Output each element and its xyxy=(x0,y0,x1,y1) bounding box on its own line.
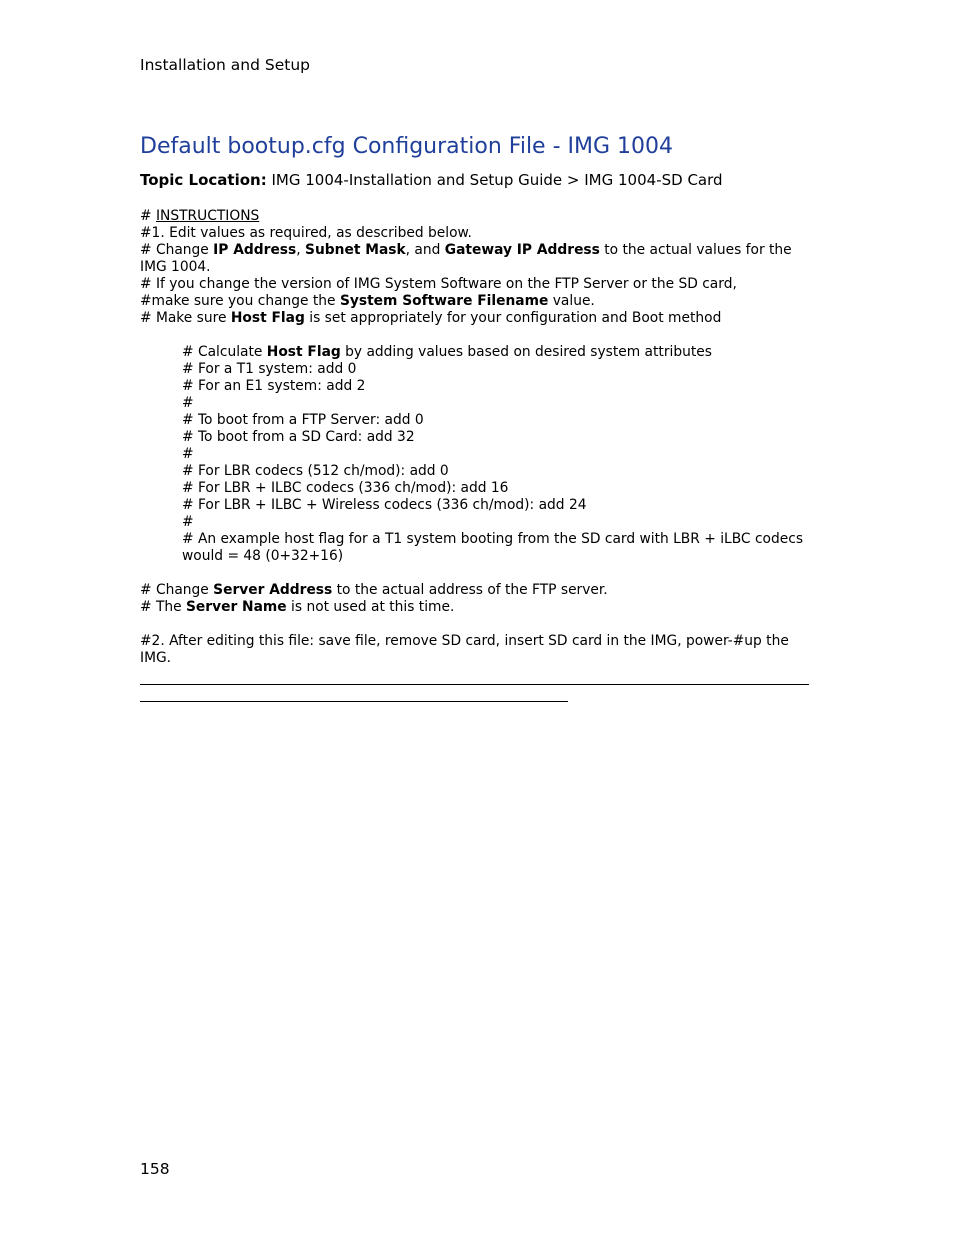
config-instructions xyxy=(140,208,812,667)
calc-sd-line: # To boot from a SD Card: add 32 xyxy=(182,429,415,445)
software-version-line: # If you change the version of IMG System Software on the FTP Server or the SD card, xyxy=(140,276,737,292)
calc-t1-line: # For a T1 system: add 0 xyxy=(182,361,357,377)
step-1-line: #1. Edit values as required, as described below. xyxy=(140,225,472,241)
software-filename-line: #make sure you change the System Software Filename value. xyxy=(140,293,595,309)
calc-separator-line: # xyxy=(182,446,194,462)
calc-example-line: # An example host flag for a T1 system booting from the SD card with LBR + iLBC codecs would = 48 (0+32+16) xyxy=(182,531,804,564)
calc-separator-line: # xyxy=(182,514,194,530)
calc-separator-line: # xyxy=(182,395,194,411)
server-address-line: # Change Server Address to the actual address of the FTP server. xyxy=(140,582,608,598)
topic-location-label: Topic Location: xyxy=(140,171,267,189)
topic-location xyxy=(140,171,723,189)
change-ip-line: # Change IP Address, Subnet Mask, and Gateway IP Address to the actual values for the IMG 1004. xyxy=(140,242,792,275)
step-2-line: #2. After editing this file: save file, remove SD card, insert SD card in the IMG, power-#up the IMG. xyxy=(140,633,789,666)
server-name-line: # The Server Name is not used at this time. xyxy=(140,599,455,615)
page-number: 158 xyxy=(140,1160,170,1178)
spacer xyxy=(140,565,812,582)
instructions-heading xyxy=(140,208,812,225)
calc-lbr-ilbc-line: # For LBR + ILBC codecs (336 ch/mod): add 16 xyxy=(182,480,509,496)
instructions-word: INSTRUCTIONS xyxy=(155,208,260,224)
hash-mark: # xyxy=(140,208,156,224)
host-flag-calculation xyxy=(140,344,812,565)
calc-e1-line: # For an E1 system: add 2 xyxy=(182,378,366,394)
topic-location-path: IMG 1004-Installation and Setup Guide > IMG 1004-SD Card xyxy=(271,171,723,189)
host-flag-line: # Make sure Host Flag is set appropriately for your configuration and Boot method xyxy=(140,310,722,326)
calc-ftp-line: # To boot from a FTP Server: add 0 xyxy=(182,412,424,428)
running-header: Installation and Setup xyxy=(140,56,310,74)
calc-lbr-line: # For LBR codecs (512 ch/mod): add 0 xyxy=(182,463,449,479)
spacer xyxy=(140,327,812,344)
underscore-rule xyxy=(140,701,568,702)
underscore-rule xyxy=(140,684,809,685)
spacer xyxy=(140,616,812,633)
calc-lbr-ilbc-wireless-line: # For LBR + ILBC + Wireless codecs (336 ch/mod): add 24 xyxy=(182,497,587,513)
page-title: Default bootup.cfg Configuration File - IMG 1004 xyxy=(140,134,674,159)
calc-line: # Calculate Host Flag by adding values based on desired system attributes xyxy=(182,344,712,360)
